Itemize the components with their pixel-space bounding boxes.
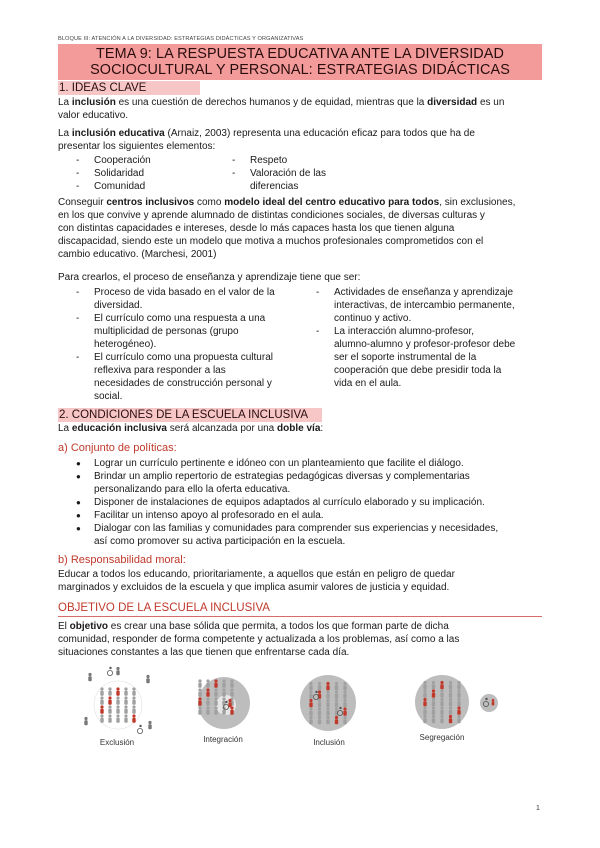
person-head-icon xyxy=(335,682,338,685)
person-head-icon xyxy=(326,690,329,693)
person-head-icon xyxy=(423,681,426,684)
person-head-icon xyxy=(228,699,231,702)
person-head-icon xyxy=(449,681,452,684)
person-body-icon xyxy=(335,694,338,699)
person-head-icon xyxy=(457,698,460,701)
person-head-icon xyxy=(309,707,312,710)
person-body-icon xyxy=(116,718,119,723)
person-body-icon xyxy=(108,691,111,696)
person-body-icon xyxy=(222,710,225,715)
person-body-icon xyxy=(423,684,426,689)
person-body-icon xyxy=(132,718,135,723)
person-head-icon xyxy=(335,707,338,710)
person-body-icon xyxy=(432,718,435,723)
element-item: Solidaridad xyxy=(94,168,145,179)
person-head-icon xyxy=(457,706,460,709)
dash-marker: - xyxy=(76,287,80,298)
process-item-line: diversidad. xyxy=(94,300,143,311)
wheelchair-user-head-icon xyxy=(139,725,141,727)
person-body-icon xyxy=(230,683,233,688)
person-body-icon xyxy=(100,700,103,705)
person-head-icon xyxy=(326,716,329,719)
person-body-icon xyxy=(198,683,201,688)
person-body-icon xyxy=(146,678,149,683)
person-body-icon xyxy=(309,719,312,724)
policy-line: así como promover su activa participación en la escuela. xyxy=(94,536,346,547)
dash-marker: - xyxy=(76,313,80,324)
paragraph-centros-line2: en los que convive y aprende alumnado de distintas condiciones sociales, de diversas culturas y xyxy=(58,210,485,221)
dash-marker: - xyxy=(76,168,80,179)
person-body-icon xyxy=(206,692,209,697)
person-head-icon xyxy=(222,688,225,691)
person-body-icon xyxy=(335,685,338,690)
person-body-icon xyxy=(343,694,346,699)
person-body-icon xyxy=(116,670,119,675)
person-body-icon xyxy=(206,710,209,715)
dash-marker: - xyxy=(316,326,320,337)
person-head-icon xyxy=(432,698,435,701)
person-head-icon xyxy=(206,688,209,691)
person-body-icon xyxy=(343,702,346,707)
person-body-icon xyxy=(318,702,321,707)
paragraph-inclusion-educativa: La inclusión educativa (Arnaiz, 2003) representa una educación eficaz para todos que ha de xyxy=(58,128,475,139)
person-body-icon xyxy=(432,710,435,715)
person-head-icon xyxy=(198,688,201,691)
person-body-icon xyxy=(100,718,103,723)
person-body-icon xyxy=(457,684,460,689)
element-item: Valoración de las xyxy=(250,168,326,179)
person-head-icon xyxy=(116,705,119,708)
person-head-icon xyxy=(457,681,460,684)
person-body-icon xyxy=(440,718,443,723)
process-item-line: heterogéneo). xyxy=(94,339,157,350)
person-body-icon xyxy=(326,702,329,707)
person-head-icon xyxy=(309,699,312,702)
paragraph-centros-line4: discapacidad, siendo este un modelo que motiva a muchos profesionales comprometidos con el xyxy=(58,236,484,247)
person-head-icon xyxy=(214,697,217,700)
person-body-icon xyxy=(206,701,209,706)
person-head-icon xyxy=(108,696,111,699)
person-body-icon xyxy=(309,685,312,690)
person-body-icon xyxy=(318,719,321,724)
policy-line: Brindar un amplio repertorio de estrategias pedagógicas diversas y complementarias xyxy=(94,471,470,482)
person-body-icon xyxy=(222,692,225,697)
person-head-icon xyxy=(206,679,209,682)
person-head-icon xyxy=(100,705,103,708)
wheelchair-icon xyxy=(137,728,142,733)
person-head-icon xyxy=(100,687,103,690)
section-2-heading: 2. CONDICIONES DE LA ESCUELA INCLUSIVA xyxy=(58,408,322,422)
person-body-icon xyxy=(449,701,452,706)
element-item: Respeto xyxy=(250,155,288,166)
person-body-icon xyxy=(206,683,209,688)
element-item: diferencias xyxy=(250,181,299,192)
person-head-icon xyxy=(108,705,111,708)
process-item-line: cooperación que debe presidir toda la xyxy=(334,365,502,376)
bullet-marker: ● xyxy=(76,511,81,520)
person-head-icon xyxy=(222,697,225,700)
person-head-icon xyxy=(206,697,209,700)
person-head-icon xyxy=(124,696,127,699)
person-head-icon xyxy=(108,714,111,717)
person-head-icon xyxy=(84,717,87,720)
bullet-marker: ● xyxy=(76,498,81,507)
person-body-icon xyxy=(449,684,452,689)
label-inclusion: Inclusión xyxy=(313,738,345,747)
process-item-line: vida en el aula. xyxy=(334,378,402,389)
person-head-icon xyxy=(88,673,91,676)
dash-marker: - xyxy=(76,352,80,363)
person-head-icon xyxy=(198,679,201,682)
person-body-icon xyxy=(309,702,312,707)
person-head-icon xyxy=(326,707,329,710)
person-body-icon xyxy=(432,693,435,698)
person-body-icon xyxy=(449,710,452,715)
person-head-icon xyxy=(230,688,233,691)
person-head-icon xyxy=(335,699,338,702)
wheelchair-user-head-icon xyxy=(109,667,111,669)
person-body-icon xyxy=(457,718,460,723)
objective-paragraph-line2: comunidad, responder de forma competente y actualizada a los problemas, así como a las xyxy=(58,634,460,645)
person-head-icon xyxy=(449,698,452,701)
person-body-icon xyxy=(326,685,329,690)
person-head-icon xyxy=(124,687,127,690)
policy-line: personalizando para ello la oferta educativa. xyxy=(94,484,291,495)
person-body-icon xyxy=(132,700,135,705)
person-head-icon xyxy=(343,707,346,710)
person-body-icon xyxy=(228,702,231,707)
process-item-line: interactivas, de intercambio permanente, xyxy=(334,300,515,311)
person-head-icon xyxy=(146,675,149,678)
person-body-icon xyxy=(440,710,443,715)
person-body-icon xyxy=(343,719,346,724)
person-body-icon xyxy=(214,692,217,697)
person-head-icon xyxy=(432,706,435,709)
person-body-icon xyxy=(124,691,127,696)
person-head-icon xyxy=(343,682,346,685)
person-head-icon xyxy=(100,714,103,717)
person-head-icon xyxy=(343,690,346,693)
person-head-icon xyxy=(492,699,495,702)
person-body-icon xyxy=(132,709,135,714)
person-body-icon xyxy=(343,685,346,690)
person-head-icon xyxy=(318,699,321,702)
person-body-icon xyxy=(423,710,426,715)
moral-line-1: Educar a todos los educando, prioritariamente, a aquellos que están en peligro de quedar xyxy=(58,569,455,580)
paragraph-inclusion-educativa-line2: presentar los siguientes elementos: xyxy=(58,141,216,152)
person-head-icon xyxy=(116,696,119,699)
person-head-icon xyxy=(440,698,443,701)
process-item-line: El currículo como una propuesta cultural xyxy=(94,352,273,363)
objective-heading: OBJETIVO DE LA ESCUELA INCLUSIVA xyxy=(58,602,270,614)
paragraph-inclusion-line2: valor educativo. xyxy=(58,110,129,121)
policy-line: Lograr un currículo pertinente e idóneo con un planteamiento que facilite el diálogo. xyxy=(94,458,464,469)
section-2-intro: La educación inclusiva será alcanzada por una doble vía: xyxy=(58,423,324,434)
label-exclusion: Exclusión xyxy=(99,738,135,747)
person-head-icon xyxy=(309,716,312,719)
page-number: 1 xyxy=(536,805,540,812)
dash-marker: - xyxy=(232,168,236,179)
title-line-1: TEMA 9: LA RESPUESTA EDUCATIVA ANTE LA DIVERSIDAD xyxy=(96,46,504,62)
dash-marker: - xyxy=(232,155,236,166)
person-body-icon xyxy=(124,700,127,705)
person-head-icon xyxy=(326,682,329,685)
person-body-icon xyxy=(100,691,103,696)
person-body-icon xyxy=(335,702,338,707)
person-body-icon xyxy=(432,701,435,706)
person-body-icon xyxy=(432,684,435,689)
policy-line: Dialogar con las familias y comunidades para comprender sus experiencias y necesidades, xyxy=(94,523,499,534)
subheading-politicas: a) Conjunto de políticas: xyxy=(58,442,177,454)
person-body-icon xyxy=(343,711,346,716)
person-body-icon xyxy=(100,709,103,714)
person-body-icon xyxy=(335,719,338,724)
element-item: Cooperación xyxy=(94,155,151,166)
process-item-line: ser el soporte instrumental de la xyxy=(334,352,477,363)
wheelchair-user-head-icon xyxy=(339,707,341,709)
paragraph-centros-line3: con distintas capacidades e intereses, desde lo más capaces hasta los que tienen alguna xyxy=(58,223,455,234)
process-item-line: Proceso de vida basado en el valor de la xyxy=(94,287,275,298)
wheelchair-user-head-icon xyxy=(315,691,317,693)
person-head-icon xyxy=(100,696,103,699)
process-item-line: continuo y activo. xyxy=(334,313,412,324)
person-head-icon xyxy=(214,679,217,682)
wheelchair-user-head-icon xyxy=(485,698,487,700)
person-head-icon xyxy=(198,706,201,709)
bullet-marker: ● xyxy=(76,459,81,468)
section-1-heading: 1. IDEAS CLAVE xyxy=(58,81,200,95)
person-head-icon xyxy=(432,689,435,692)
process-item-line: necesidades de construcción personal y xyxy=(94,378,272,389)
person-head-icon xyxy=(206,706,209,709)
person-body-icon xyxy=(423,701,426,706)
person-head-icon xyxy=(148,721,151,724)
person-body-icon xyxy=(116,700,119,705)
person-head-icon xyxy=(440,689,443,692)
person-head-icon xyxy=(318,716,321,719)
person-head-icon xyxy=(309,690,312,693)
person-head-icon xyxy=(449,715,452,718)
subheading-responsabilidad: b) Responsabilidad moral: xyxy=(58,554,186,566)
person-body-icon xyxy=(124,709,127,714)
person-body-icon xyxy=(457,693,460,698)
person-head-icon xyxy=(116,667,119,670)
person-head-icon xyxy=(132,687,135,690)
person-body-icon xyxy=(457,701,460,706)
person-head-icon xyxy=(423,689,426,692)
person-head-icon xyxy=(326,699,329,702)
person-head-icon xyxy=(132,705,135,708)
element-item: Comunidad xyxy=(94,181,146,192)
person-head-icon xyxy=(116,687,119,690)
person-head-icon xyxy=(449,689,452,692)
person-head-icon xyxy=(116,714,119,717)
person-body-icon xyxy=(214,710,217,715)
label-segregacion: Segregación xyxy=(419,733,465,742)
person-head-icon xyxy=(440,681,443,684)
person-body-icon xyxy=(108,700,111,705)
running-head: BLOQUE III: ATENCIÓN A LA DIVERSIDAD: ESTRATEGIAS DIDÁCTICAS Y ORGANIZATIVAS xyxy=(58,36,304,42)
person-head-icon xyxy=(309,682,312,685)
policy-line: Facilitar un intenso apoyo al profesorado en el aula. xyxy=(94,510,324,521)
person-body-icon xyxy=(318,711,321,716)
moral-line-2: marginados y excluidos de la escuela y que implica asumir valores de justicia y equidad. xyxy=(58,582,450,593)
person-body-icon xyxy=(230,710,233,715)
person-head-icon xyxy=(108,687,111,690)
process-item-line: alumno-alumno y profesor-profesor debe xyxy=(334,339,516,350)
person-head-icon xyxy=(214,706,217,709)
person-body-icon xyxy=(108,709,111,714)
person-head-icon xyxy=(222,679,225,682)
person-body-icon xyxy=(88,676,91,681)
person-head-icon xyxy=(440,706,443,709)
person-body-icon xyxy=(198,710,201,715)
person-body-icon xyxy=(326,694,329,699)
person-body-icon xyxy=(440,684,443,689)
objective-paragraph-line3: situaciones constantes a las que tienen que enfrentarse cada día. xyxy=(58,647,350,658)
policy-line: Disponer de instalaciones de equipos adaptados al currículo elaborado y su implicación. xyxy=(94,497,485,508)
person-head-icon xyxy=(432,715,435,718)
process-item-line: reflexiva para responder a las xyxy=(94,365,226,376)
person-head-icon xyxy=(230,679,233,682)
person-body-icon xyxy=(326,711,329,716)
paragraph-centros: Conseguir centros inclusivos como modelo ideal del centro educativo para todos, sin exclusiones, xyxy=(58,197,516,208)
person-body-icon xyxy=(132,691,135,696)
person-body-icon xyxy=(440,701,443,706)
person-body-icon xyxy=(124,718,127,723)
process-item-line: multiplicidad de personas (grupo xyxy=(94,326,239,337)
dash-marker: - xyxy=(316,287,320,298)
paragraph-crearlos: Para crearlos, el proceso de enseñanza y aprendizaje tiene que ser: xyxy=(58,272,361,283)
person-body-icon xyxy=(457,710,460,715)
person-head-icon xyxy=(198,697,201,700)
paragraph-centros-line5: cambio educativo. (Marchesi, 2001) xyxy=(58,249,217,260)
paragraph-inclusion: La inclusión es una cuestión de derechos humanos y de equidad, mientras que la diversidad es un xyxy=(58,97,505,108)
person-head-icon xyxy=(318,690,321,693)
person-body-icon xyxy=(116,709,119,714)
person-body-icon xyxy=(108,718,111,723)
person-body-icon xyxy=(423,718,426,723)
dash-marker: - xyxy=(76,181,80,192)
person-body-icon xyxy=(230,692,233,697)
person-head-icon xyxy=(423,698,426,701)
label-integracion: Integración xyxy=(203,735,243,744)
person-head-icon xyxy=(440,715,443,718)
person-head-icon xyxy=(214,688,217,691)
person-head-icon xyxy=(343,699,346,702)
person-body-icon xyxy=(222,683,225,688)
person-head-icon xyxy=(132,696,135,699)
person-head-icon xyxy=(423,715,426,718)
person-body-icon xyxy=(449,693,452,698)
person-body-icon xyxy=(492,702,495,706)
person-head-icon xyxy=(457,689,460,692)
person-head-icon xyxy=(423,706,426,709)
bullet-marker: ● xyxy=(76,524,81,533)
person-body-icon xyxy=(309,694,312,699)
person-body-icon xyxy=(326,719,329,724)
person-head-icon xyxy=(132,714,135,717)
person-body-icon xyxy=(214,683,217,688)
title-line-2: SOCIOCULTURAL Y PERSONAL: ESTRATEGIAS DIDÁCTICAS xyxy=(90,62,510,78)
bullet-marker: ● xyxy=(76,472,81,481)
person-body-icon xyxy=(198,692,201,697)
person-body-icon xyxy=(116,691,119,696)
person-head-icon xyxy=(335,716,338,719)
wheelchair-user-head-icon xyxy=(225,701,227,703)
process-item-line: Actividades de enseñanza y aprendizaje xyxy=(334,287,514,298)
person-head-icon xyxy=(335,690,338,693)
person-body-icon xyxy=(318,685,321,690)
person-head-icon xyxy=(124,714,127,717)
person-body-icon xyxy=(214,701,217,706)
person-head-icon xyxy=(318,707,321,710)
process-item-line: social. xyxy=(94,391,123,402)
person-body-icon xyxy=(84,720,87,725)
person-body-icon xyxy=(449,718,452,723)
person-body-icon xyxy=(440,693,443,698)
person-head-icon xyxy=(457,715,460,718)
person-body-icon xyxy=(198,701,201,706)
dash-marker: - xyxy=(76,155,80,166)
person-head-icon xyxy=(432,681,435,684)
objective-paragraph: El objetivo es crear una base sólida que permita, a todos los que forman parte de dicha xyxy=(58,621,449,632)
person-head-icon xyxy=(449,706,452,709)
person-body-icon xyxy=(309,711,312,716)
person-head-icon xyxy=(318,682,321,685)
wheelchair-icon xyxy=(107,670,112,675)
person-head-icon xyxy=(343,716,346,719)
person-body-icon xyxy=(148,724,151,729)
process-item-line: El currículo como una respuesta a una xyxy=(94,313,266,324)
segregation-small-circle xyxy=(480,694,498,712)
person-body-icon xyxy=(423,693,426,698)
process-item-line: La interacción alumno-profesor, xyxy=(334,326,475,337)
person-head-icon xyxy=(124,705,127,708)
